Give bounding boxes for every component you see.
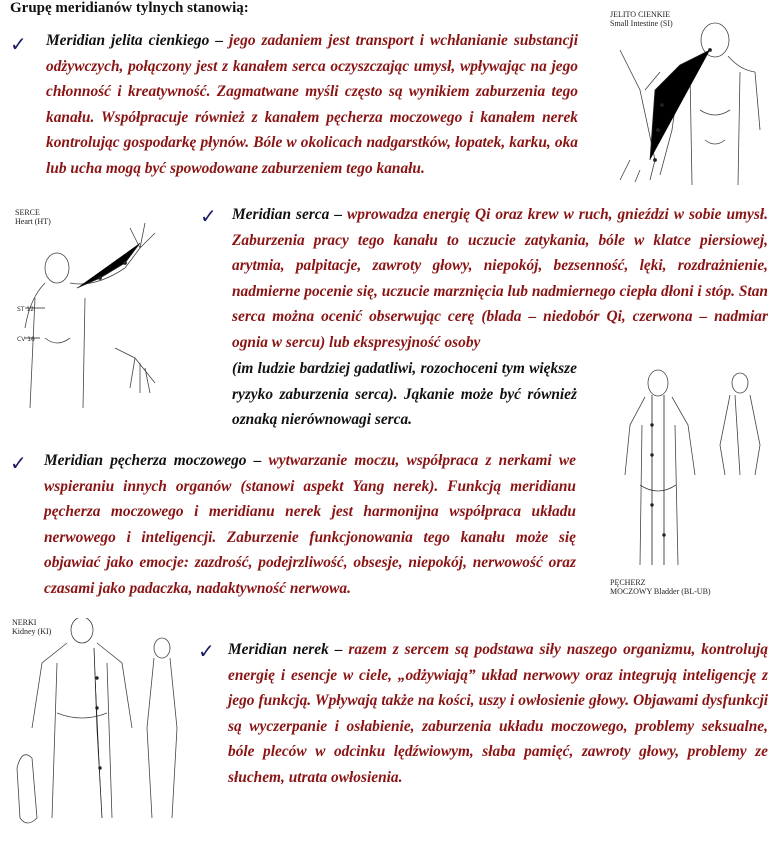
figure-caption: PĘCHERZ [610,578,646,587]
checkmark-icon: ✓ [200,204,217,228]
meridian-name: Meridian jelita cienkiego [46,32,210,49]
figure-caption: JELITO CIENKIE [610,10,671,19]
figure-caption: NERKI [12,618,37,627]
figure-caption: SERCE [15,208,40,217]
dash: – [334,206,343,223]
body-diagram-icon [600,365,775,580]
dash: – [334,641,343,658]
meridian-name: Meridian serca [232,206,330,223]
bladder-figure [600,365,775,596]
svg-text:CV 16: CV 16 [17,336,35,343]
small-intestine-figure [610,10,770,190]
meridian-description-continued: (im ludzie bardziej gadatliwi, rozochoceni tym większe ryzyko zaburzenia serca). Jąkanie może być również oznaką nierównowagi serca. [232,360,577,429]
svg-text:ST 12: ST 12 [17,306,35,313]
section-small-intestine [46,28,578,182]
meridian-description: razem z sercem są podstawa siły naszego organizmu, kontrolują energię i esencje w ciele, „odżywiają” układ nerwowy oraz integrują inteligencję z jego funkcją. Wpływają także na kości, uszy i owłosienie głowy. Objawami dysfunkcji są wyczerpanie i osłabienie, zaburzenia układu moczowego, problemy seksualne, bóle pleców w odcinku lędźwiowym, słaba pamięć, zawroty głowy, problemy ze słuchem, utrata owłosienia. [228,641,768,786]
page-heading: Grupę meridianów tylnych stanowią: [10,0,249,16]
heart-figure [15,208,195,423]
kidney-figure [12,618,197,833]
figure-caption: Kidney (KI) [12,627,52,636]
section-bladder [44,448,576,602]
meridian-description: wprowadza energię Qi oraz krew w ruch, gnieździ w sobie umysł. Zaburzenia pracy tego kanału to uczucie zatykania, bóle w klatce piersiowej, arytmia, palpitacje, zawroty głowy, niepokój, bezsenność, lęki, rozdrażnienie, nadmierne pocenie się, uczucie marznięcia lub nadmiernego ciepła dłoni i stóp. Stan serca można ocenić obserwując cerę (blada – niedobór Qi, czerwona – nadmiar ognia w sercu) lub ekspresyjność osoby [232,206,768,351]
checkmark-icon: ✓ [198,639,215,663]
dash: – [253,452,262,469]
figure-caption: MOCZOWY Bladder (BL-UB) [610,587,711,596]
meridian-description: wytwarzanie moczu, współpraca z nerkami we wspieraniu innych organów (stanowi aspekt Yang nerek). Funkcją meridianu pęcherza moczowego i meridianu nerek jest harmonijna współpraca układu nerwowego i inteligencji. Zaburzenie funkcjonowania tego kanału może się objawiać jako emocje: zazdrość, podejrzliwość, obsesje, niepokój, nerwowość oraz czasami jako padaczka, nadaktywność nerwowa. [44,452,576,597]
body-diagram-icon [15,208,195,423]
body-diagram-icon [12,618,197,833]
section-kidney [228,637,768,791]
section-heart [232,202,768,356]
meridian-name: Meridian nerek [228,641,329,658]
figure-caption: Small Intestine (SI) [610,19,673,28]
section-heart-continued [232,356,577,433]
checkmark-icon: ✓ [10,451,27,475]
checkmark-icon: ✓ [10,32,27,56]
figure-caption: Heart (HT) [15,217,51,226]
dash: – [215,32,224,49]
meridian-name: Meridian pęcherza moczowego [44,452,247,469]
meridian-description: jego zadaniem jest transport i wchłanianie substancji odżywczych, połączony jest z kanałem serca oczyszczając umysł, wpływając na jego chłonność i kreatywność. Zagmatwane myśli często są wynikiem zaburzenia tego kanału. Współpracuje również z kanałem pęcherza moczowego i kanałem nerek kontrolując gospodarkę płynów. Bóle w okolicach nadgarstków, łopatek, karku, oka lub ucha mogą być spowodowane zaburzeniem tego kanału. [46,32,578,177]
body-diagram-icon [610,10,770,190]
